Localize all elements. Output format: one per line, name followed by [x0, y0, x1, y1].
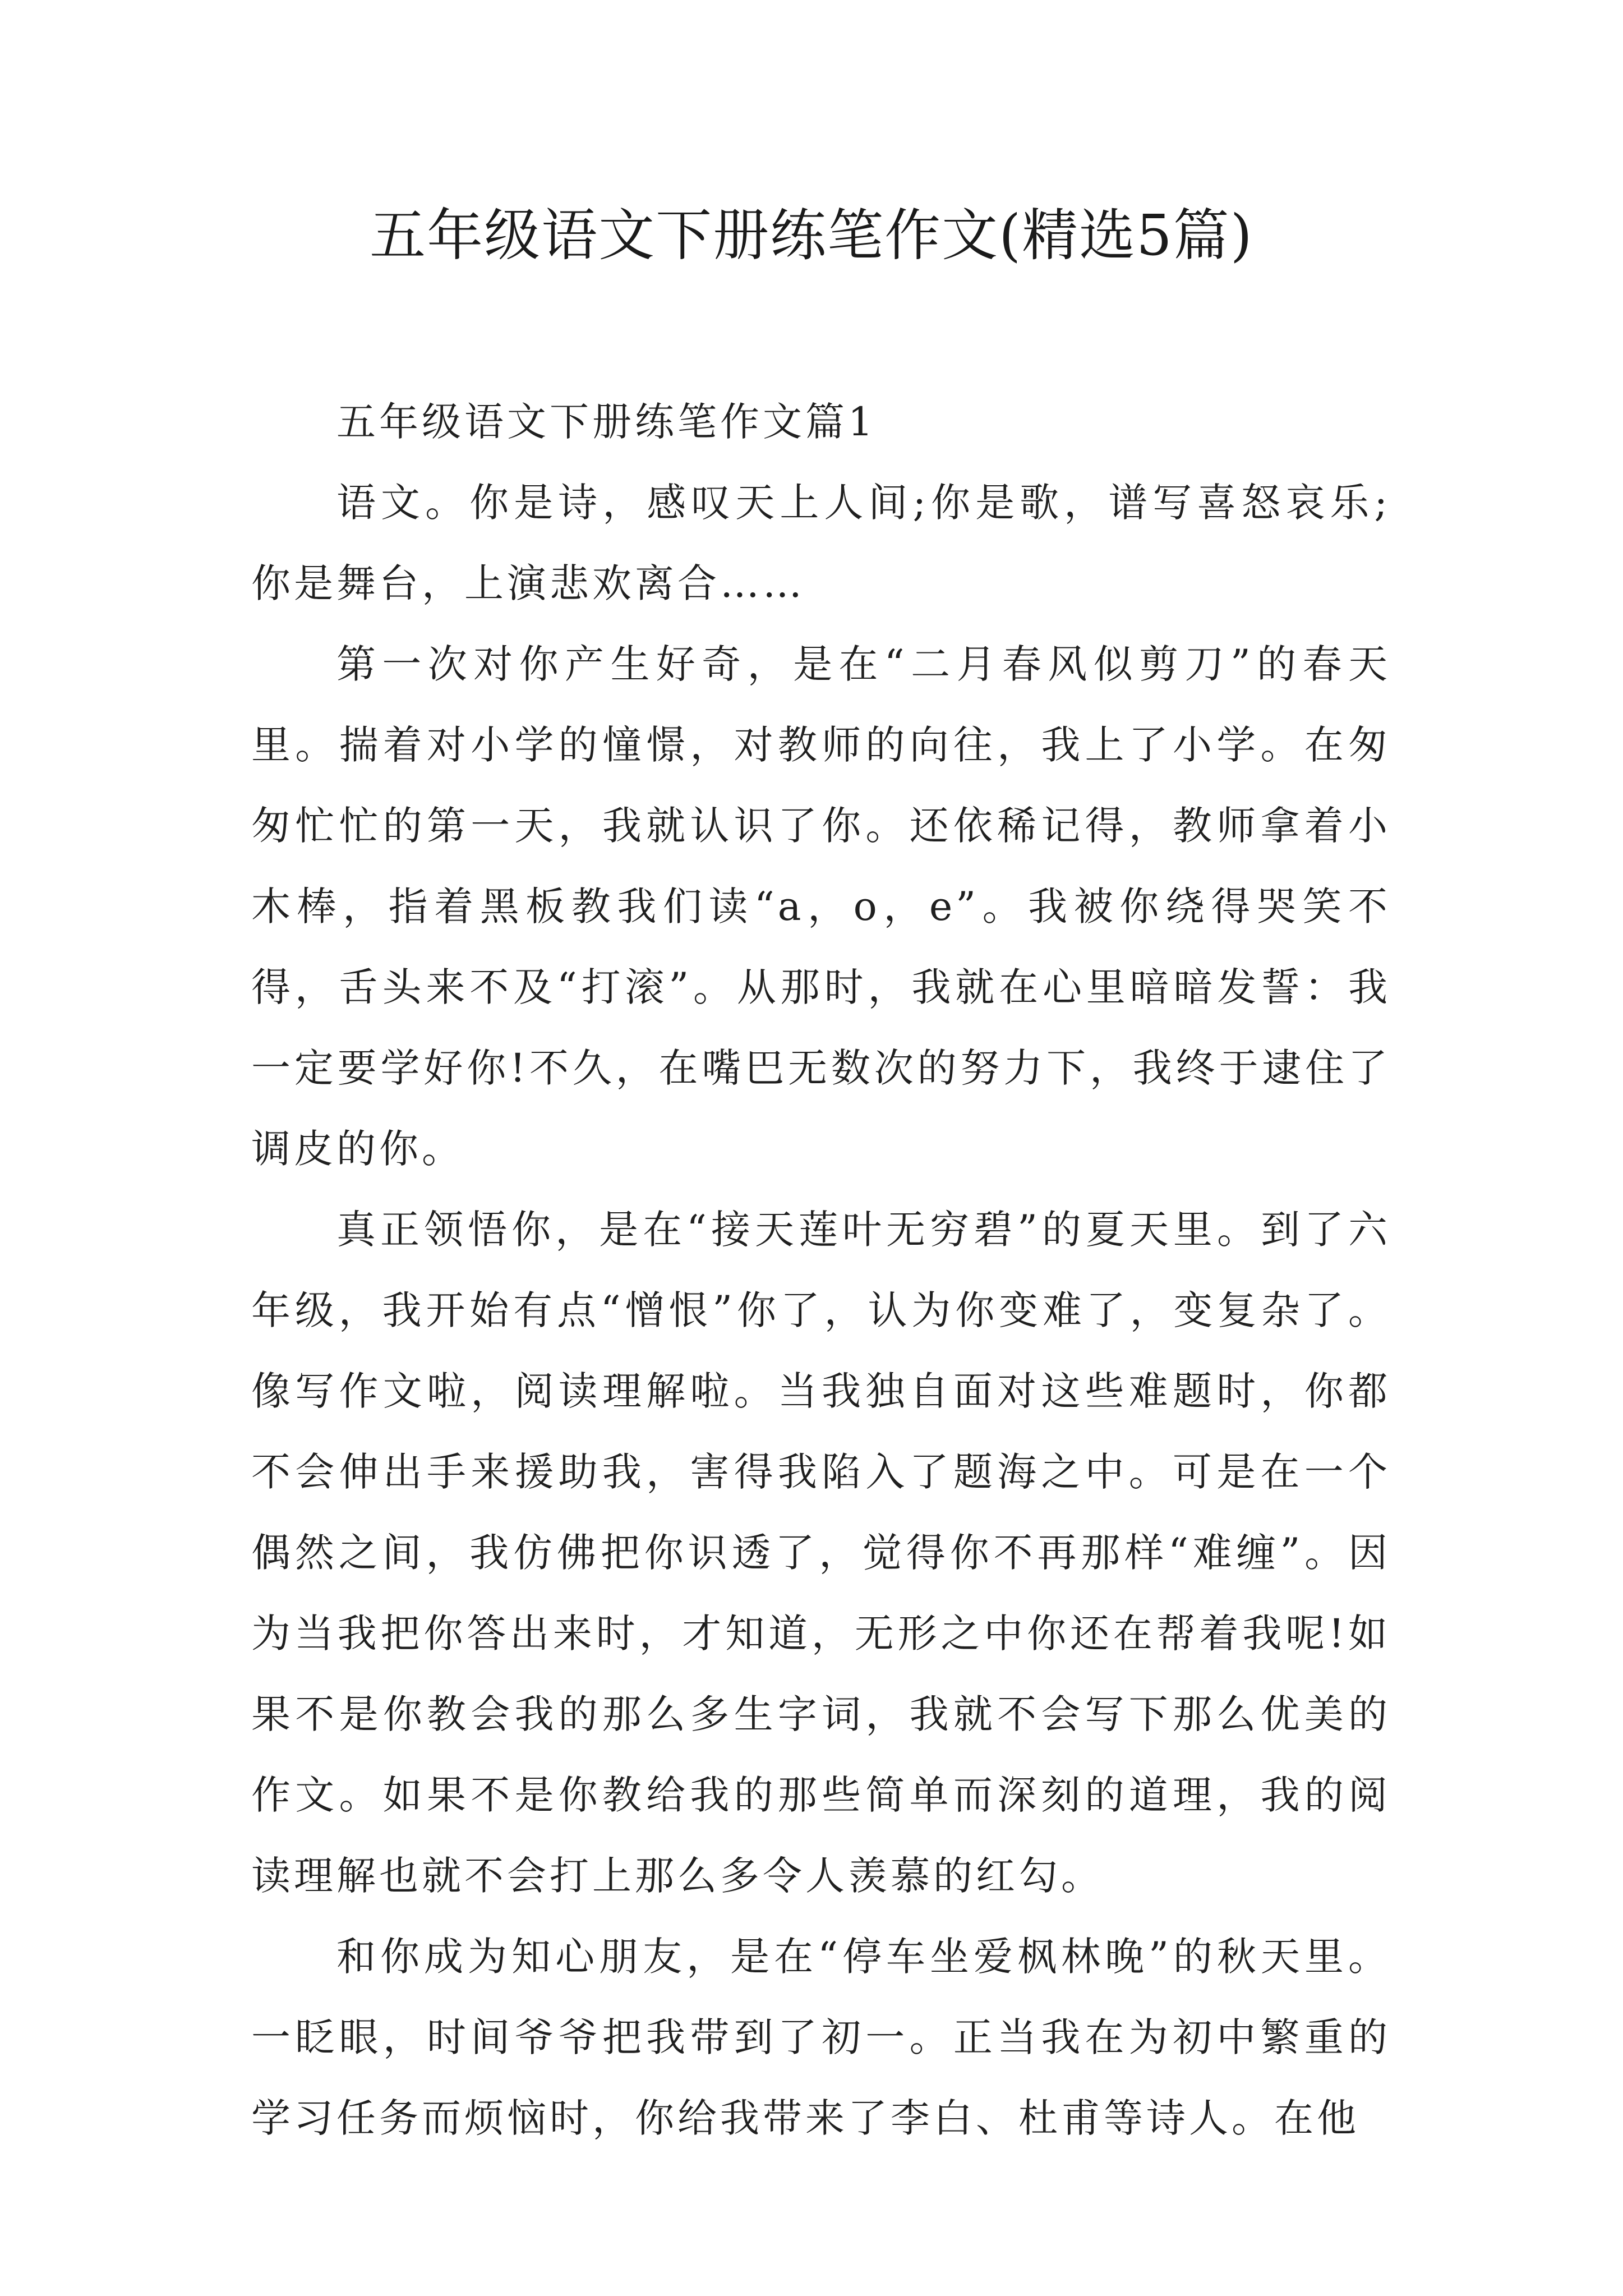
paragraph: 真正领悟你，是在“接天莲叶无穷碧”的夏天里。到了六年级，我开始有点“憎恨”你了，认为你变难了，变复杂了。像写作文啦，阅读理解啦。当我独自面对这些难题时，你都不会伸出手来援助我，害得我陷入了题海之中。可是在一个偶然之间，我仿佛把你识透了，觉得你不再那样“难缠”。因为当我把你答出来时，才知道，无形之中你还在帮着我呢!如果不是你教会我的那么多生字词，我就不会写下那么优美的作文。如果不是你教给我的那些简单而深刻的道理，我的阅读理解也就不会打上那么多令人羡慕的红勾。 [251, 1207, 1391, 1899]
paragraph: 语文。你是诗，感叹天上人间;你是歌，谱写喜怒哀乐;你是舞台，上演悲欢离合…… [251, 480, 1391, 606]
paragraph: 第一次对你产生好奇，是在“二月春风似剪刀”的春天里。揣着对小学的憧憬，对教师的向往，我上了小学。在匆匆忙忙的第一天，我就认识了你。还依稀记得，教师拿着小木棒，指着黑板教我们读“a，o，e”。我被你绕得哭笑不得，舌头来不及“打滚”。从那时，我就在心里暗暗发誓：我一定要学好你!不久，在嘴巴无数次的努力下，我终于逮住了调皮的你。 [251, 641, 1391, 1172]
document-title: 五年级语文下册练笔作文(精选5篇) [370, 203, 1253, 268]
section-heading: 五年级语文下册练笔作文篇1 [336, 399, 877, 445]
paragraph: 和你成为知心朋友，是在“停车坐爱枫林晚”的秋天里。一眨眼，时间爷爷把我带到了初一。正当我在为初中繁重的学习任务而烦恼时，你给我带来了李白、杜甫等诗人。在他 [251, 1934, 1391, 2141]
document-body [251, 381, 1391, 2159]
